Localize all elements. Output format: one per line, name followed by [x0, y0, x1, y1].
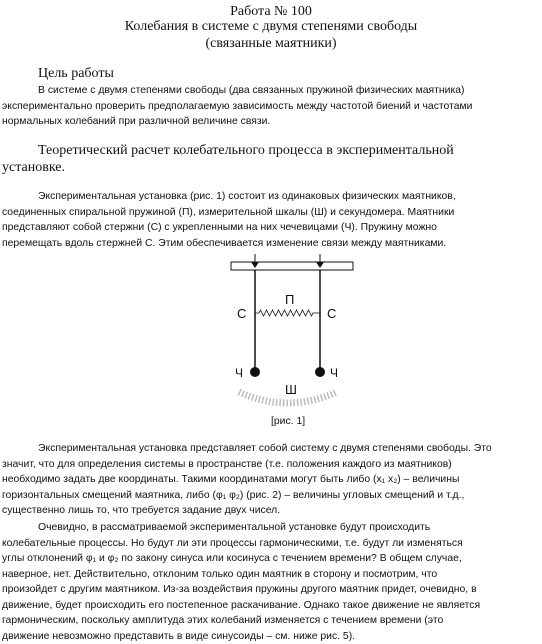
obviously-paragraph	[2, 520, 540, 644]
bob-right	[315, 367, 325, 377]
obviously-line: гармоническим, поскольку амплитуда этих колебаний изменяется с течением времени (это	[2, 615, 444, 626]
work-number: Работа № 100	[230, 4, 312, 19]
obviously-line: колебательные процессы. Но будут ли эти процессы гармоническими, т.е. будут ли изменяться	[2, 537, 463, 549]
label-bob-left: Ч	[235, 366, 243, 380]
label-rod-right: С	[327, 306, 337, 321]
obviously-line: движение, будет происходить его постепенное раскачивание. Однако такое движение не является	[2, 599, 481, 611]
support-bar	[231, 262, 353, 270]
setup-line: перемещать вдоль стержней С. Этим обеспечивается изменение связи между маятниками.	[2, 237, 447, 249]
description-line: значит, что для определения системы в пространстве (т.е. положения каждого из маятников)	[2, 458, 452, 470]
description-line: существенно лишь то, что требуется задание двух чисел.	[2, 505, 281, 516]
setup-line: Экспериментальная установка (рис. 1) состоит из одинаковых физических маятников,	[38, 191, 456, 202]
label-spring: П	[285, 292, 295, 307]
setup-line: соединенных спиральной пружиной (П), измерительной шкалы (Ш) и секундомера. Маятники	[2, 206, 455, 218]
obviously-line: произойдет с другим маятником. Из-за воздействия пружины другого маятник придет, очевидно, в	[2, 584, 477, 595]
obviously-line: наверное, нет. Действительно, отклоним только один маятник в сторону и посмотрим, что	[2, 568, 438, 580]
description-paragraph	[2, 441, 540, 519]
setup-line: представляют собой стержни (С) с укрепленными на них чечевицами (Ч). Пружину можно	[2, 222, 437, 233]
goal-line: экспериментально проверить предполагаемую зависимость между частотой биений и частотами	[2, 100, 473, 112]
page-subtitle: (связанные маятники)	[205, 36, 337, 51]
obviously-line: движение невозможно представить в виде синусоиды – см. ниже рис. 5).	[2, 630, 356, 642]
obviously-line: Очевидно, в рассматриваемой экспериментальной установке будут происходить	[38, 522, 431, 533]
goal-heading: Цель работы	[38, 66, 114, 81]
figure-caption: [рис. 1]	[271, 416, 306, 427]
goal-line: В системе с двумя степенями свободы (два связанных пружиной физических маятника)	[38, 85, 465, 96]
obviously-line: углы отклонений φ₁ и φ₂ по закону синуса или косинуса с течением времени? В общем случае,	[2, 553, 462, 564]
pendulum-figure	[225, 252, 365, 432]
description-line: горизонтальных смещений маятника, либо (φ₁ φ₂) (рис. 2) – величины угловых смещений и т.д.,	[2, 489, 465, 501]
page-title: Колебания в системе с двумя степенями свободы	[124, 19, 418, 34]
setup-paragraph	[2, 189, 538, 251]
description-line: Экспериментальная установка представляет собой систему с двумя степенями свободы. Это	[38, 443, 492, 454]
spring	[255, 310, 320, 316]
description-line: необходимо задать две координаты. Такими координатами могут быть либо (x₁ x₂) – величины	[2, 474, 460, 485]
label-bob-right: Ч	[330, 366, 338, 380]
goal-paragraph	[2, 83, 538, 130]
label-scale: Ш	[285, 382, 297, 397]
goal-line: нормальных колебаний при различной величине связи.	[2, 116, 271, 127]
label-rod-left: С	[237, 306, 247, 321]
theory-heading: Теоретический расчет колебательного процесса в экспериментальной установке.	[2, 143, 454, 175]
bob-left	[250, 367, 260, 377]
